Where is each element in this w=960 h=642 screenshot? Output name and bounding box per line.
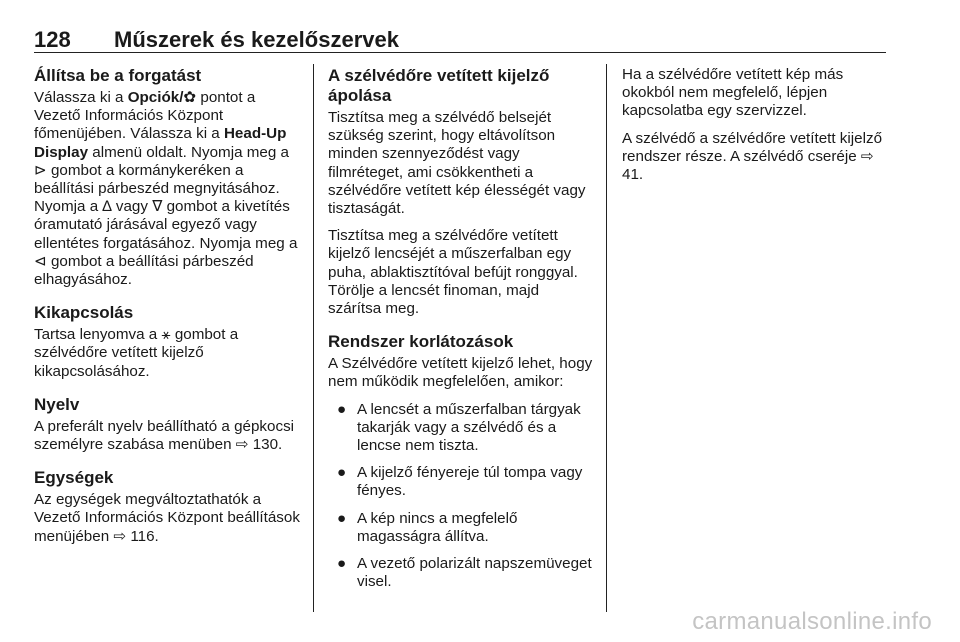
- list-item: ● A kép nincs a megfelelő magasságra állítva.: [337, 509, 518, 545]
- list-item: ● A kijelző fényereje túl tompa vagy fényes.: [337, 464, 583, 500]
- page-ref-116[interactable]: 116.: [126, 527, 159, 545]
- chapter-title: Műszerek és kezelőszervek: [114, 27, 399, 52]
- page-ref-icon: ⇨: [860, 147, 874, 165]
- down-button-icon: ∇: [152, 198, 163, 216]
- play-button-icon: ⊳: [34, 161, 47, 179]
- service-paragraph: Ha a szélvédőre vetített kép más okokból nem megfelelő, lépjen kapcsolatba egy szervizzel.: [622, 66, 844, 120]
- back-button-icon: ⊲: [34, 252, 47, 270]
- rotation-paragraph: Válassza ki a Opciók/✿ pontot a Vezető Információs Központ főmenüjében. Válassza ki a Head-Up Display almenü oldalt. Nyomja meg a ⊳ gombot a kormánykeréken a beállítási párbeszéd megnyitásához. Nyomja a ∆ vagy ∇ gombot a kivetítés óramutató járásával egyező vagy ellentétes forgatásához. Nyomja meg a ⊲ gombot a beállítási párbeszéd elhagyásához.: [34, 89, 298, 289]
- bullet-icon: ●: [337, 555, 347, 573]
- column-3: [622, 66, 884, 193]
- windscreen-paragraph: A szélvédő a szélvédőre vetített kijelző rendszer része. A szélvédő cseréje ⇨ 41.: [622, 129, 883, 184]
- section-title-units: Egységek: [34, 468, 114, 488]
- page-header: [34, 26, 886, 53]
- column-divider-2: [606, 64, 607, 612]
- section-title-language: Nyelv: [34, 394, 80, 414]
- section-title-off: Kikapcsolás: [34, 303, 134, 323]
- care-paragraph-2: Tisztítsa meg a szélvédőre vetített kijelző lencséjét a műszerfalban egy puha, ablaktisztítóval befújt ronggyal. Törölje a lencsét finoman, majd szárítsa meg.: [328, 227, 578, 318]
- page-ref-130[interactable]: 130.: [248, 436, 283, 454]
- watermark: carmanualsonline.info: [692, 608, 932, 635]
- list-item: ● A lencsét a műszerfalban tárgyak takarják vagy a szélvédő és a lencse nem tiszta.: [337, 400, 581, 455]
- hud-button-icon: ⚹: [161, 326, 171, 344]
- units-paragraph: Az egységek megváltoztathatók a Vezető Információs Központ beállítások menüjében ⇨ 116.: [34, 491, 300, 545]
- section-title-limitations: Rendszer korlátozások: [328, 332, 514, 352]
- ui-label-options: Opciók: [127, 89, 180, 106]
- up-button-icon: ∆: [102, 198, 112, 216]
- page-number: 128: [34, 27, 71, 52]
- bullet-icon: ●: [337, 400, 347, 418]
- bullet-icon: ●: [337, 509, 347, 527]
- off-paragraph: Tartsa lenyomva a ⚹ gombot a szélvédőre vetített kijelző kikapcsolásához.: [34, 326, 239, 380]
- care-paragraph-1: Tisztítsa meg a szélvédő belsejét szükség szerint, hogy eltávolítson minden szennyeződést vagy filmréteget, ami csökkentheti a szélvédőre vetített kép élességét vagy tisztaságát.: [328, 109, 586, 218]
- section-title-care: A szélvédőre vetített kijelző ápolása: [328, 66, 550, 105]
- column-1: [34, 66, 304, 555]
- language-paragraph: A preferált nyelv beállítható a gépkocsi személyre szabása menüben ⇨ 130.: [34, 417, 295, 454]
- gear-icon: ✿: [183, 89, 197, 106]
- page-ref-icon: ⇨: [113, 527, 127, 545]
- bullet-icon: ●: [337, 464, 347, 482]
- limitations-intro: A Szélvédőre vetített kijelző lehet, hogy nem működik megfelelően, amikor:: [328, 355, 593, 391]
- limitations-list: [328, 401, 596, 592]
- column-divider-1: [313, 64, 314, 612]
- page-ref-41[interactable]: 41.: [622, 166, 644, 184]
- column-2: [328, 66, 596, 600]
- ui-label-head-up-display: Head-Up Display: [34, 125, 287, 161]
- section-title-rotation: Állítsa be a forgatást: [34, 66, 202, 85]
- page-ref-icon: ⇨: [235, 436, 249, 454]
- list-item: ● A vezető polarizált napszemüveget visel.: [337, 555, 592, 591]
